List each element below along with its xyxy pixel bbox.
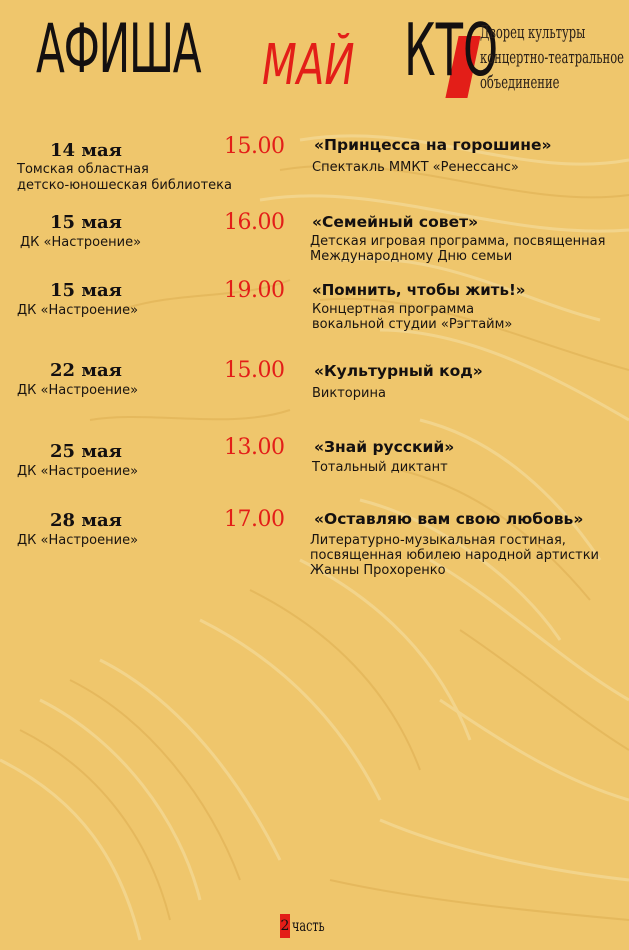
event-date: 15 мая [50,280,122,301]
event-venue: ДК «Настроение» [17,383,139,398]
org-line-1: Дворец культуры [480,22,586,43]
poster-month: МАЙ [262,33,355,98]
event-title: «Семейный совет» [312,213,479,231]
event-date: 15 мая [50,212,122,233]
event-date: 28 мая [50,510,122,531]
event-description: Спектакль ММКТ «Ренессанс» [312,160,519,175]
event-date: 22 мая [50,360,122,381]
event-description: Тотальный диктант [312,460,448,475]
logo-letters: КТО [404,8,499,92]
footer-number: 2 [280,914,290,938]
event-title: «Знай русский» [314,438,455,456]
event-venue: ДК «Настроение» [20,235,142,250]
event-description: Литературно-музыкальная гостиная, посвященная юбилею народной артистки Жанны Прохоренко [310,533,599,578]
event-title: «Помнить, чтобы жить!» [312,281,526,299]
event-venue: ДК «Настроение» [17,303,139,318]
event-time: 17.00 [224,507,285,532]
event-title: «Оставляю вам свою любовь» [314,510,584,528]
poster-title: АФИША [36,10,201,89]
event-time: 16.00 [224,210,285,235]
event-venue: ДК «Настроение» [17,464,139,479]
organization-name [480,20,624,95]
footer-label: часть [292,916,325,935]
event-description: Концертная программа вокальной студии «Рэгтайм» [312,302,513,332]
event-title: «Культурный код» [314,362,483,380]
event-time: 15.00 [224,358,285,383]
kto-logo [404,8,499,98]
event-description: Викторина [312,386,386,401]
event-date: 14 мая [50,140,122,161]
event-title: «Принцесса на горошине» [314,136,552,154]
org-line-2: концертно-театральное [480,47,624,68]
org-line-3: объединение [480,72,560,93]
event-venue: Томская областная детско-юношеская библиотека [17,162,232,193]
event-time: 13.00 [224,435,285,460]
event-description: Детская игровая программа, посвященная Международному Дню семьи [310,234,606,264]
event-time: 19.00 [224,278,285,303]
event-venue: ДК «Настроение» [17,533,139,548]
footer-mark [280,914,350,940]
event-date: 25 мая [50,441,122,462]
event-time: 15.00 [224,134,285,159]
